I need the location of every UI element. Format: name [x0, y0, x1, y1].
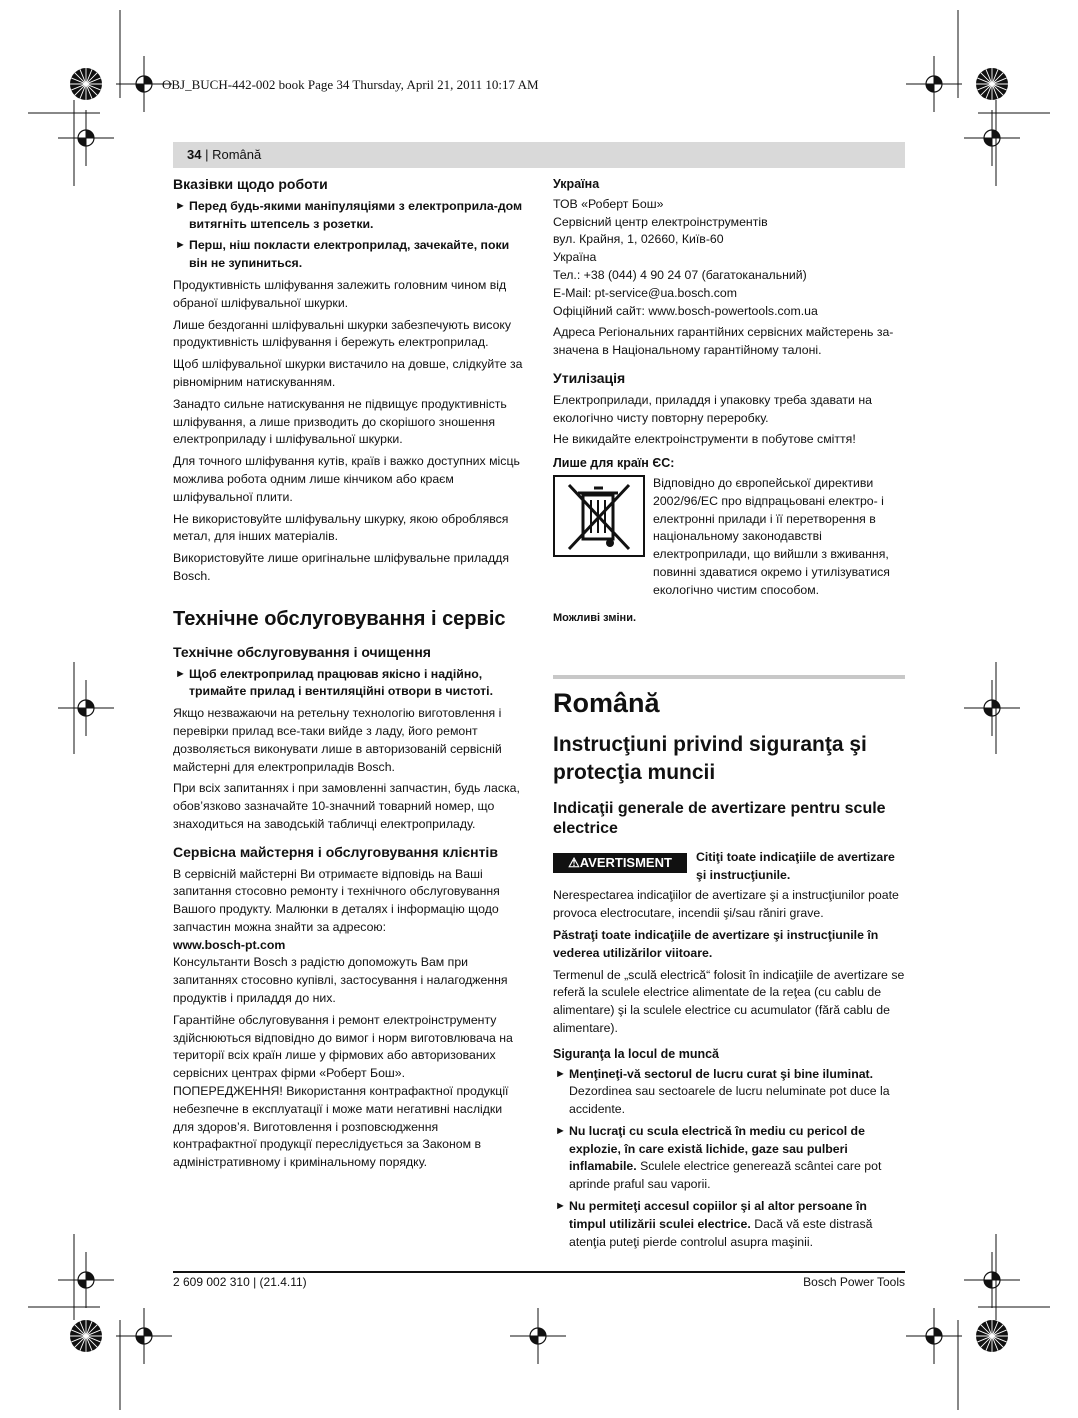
crossed-bin-icon — [553, 475, 645, 557]
paragraph: Використовуйте лише оригінальне шліфувальне приладдя Bosch. — [173, 551, 509, 583]
ro-subtitle: Indicaţii generale de avertizare pentru scule electrice — [553, 800, 886, 838]
service-title: Технічне обслуговування і сервіс — [173, 607, 506, 630]
paragraph: ПОПЕРЕДЖЕННЯ! Використання контрафактної продукції небезпечне в експлуатації і може мати негативні наслідки для здоров’я. Виготовлення і розповсюдження контрафактної продукції переслідується за Законом в адміністративному і кримінальному порядку. — [173, 1084, 509, 1170]
paragraph: В сервісній майстерні Ви отримаєте відповідь на Ваші запитання стосовно ремонту і технічного обслуговування Вашого продукту. Малюнки в деталях і інформацію щодо запчастин можна знайти за адресою: — [173, 866, 500, 934]
warning-badge: ⚠AVERTISMENT — [553, 853, 687, 873]
address-line: E-Mail: pt-service@ua.bosch.com — [553, 285, 738, 300]
footer-rule — [173, 1271, 905, 1273]
language-divider — [553, 675, 905, 679]
warning-row — [553, 849, 905, 885]
address-line: вул. Крайня, 1, 02660, Київ-60 — [553, 232, 724, 247]
language-title: Română — [553, 688, 660, 719]
paragraph: Занадто сильне натискування не підвищує продуктивність шліфування, а лише призводить до скорішого зношення електроприладу і шліфувальної шкурки. — [173, 396, 507, 447]
safety-bullet: ► Menţineţi-vă sectorul de lucru curat şi bine iluminat. Dezordinea sau sectoarele de lucru neluminate pot duce la accidente. — [555, 1066, 890, 1117]
disposal-title: Утилізація — [553, 369, 626, 386]
work-title: Вказівки щодо роботи — [173, 176, 328, 192]
paragraph: Якщо незважаючи на ретельну технологію виготовлення і перевірки прилад все-таки вийде з ладу, його ремонт дозволяється виконувати лише в авторизованій сервісній майстерні для електроприладів Bosch. — [173, 706, 502, 774]
eu-text: Відповідно до європейської директиви 2002/96/EC про відпрацьовані електро- і електронні прилади і її перетворення в національному законодавстві електроприлади, що вийшли з вживання, повинні здаватися окремо і утилізуватися екологічно чистим способом. — [653, 475, 890, 597]
regional-note: Адреса Регіональних гарантійних сервісних майстерень за-значена в Національному гарантійному талоні. — [553, 325, 894, 358]
warning-bold-text: Citiţi toate indicaţiile de avertizare şi instrucţiunile. — [696, 850, 895, 883]
cleaning-title: Технічне обслуговування і очищення — [173, 643, 431, 660]
work-bullet: ► Перед будь-якими маніпуляціями з електроприла-дом витягніть штепсель з розетки. — [175, 198, 523, 231]
workshop-url[interactable]: www.bosch-pt.com — [173, 937, 286, 952]
safety-bullet: ► Nu permiteţi accesul copiilor şi al altor persoane în timpul utilizării sculei electrice. Dacă vă este distrasă atenţia puteţi pierde controlul asupra maşinii. — [555, 1199, 873, 1249]
paragraph: Лише бездоганні шліфувальні шкурки забезпечують високу продуктивність шліфування і бережуть електроприлад. — [173, 317, 512, 350]
eu-title: Лише для країн ЄС: — [553, 456, 675, 471]
address-line: Офіційний сайт: www.bosch-powertools.com.ua — [553, 303, 818, 318]
weee-block — [553, 475, 905, 600]
right-column — [553, 176, 905, 1255]
address-line: Тел.: +38 (044) 4 90 24 07 (багатоканальний) — [553, 267, 807, 282]
paragraph: Електроприлади, приладдя і упаковку треба здавати на екологічно чисту повторну переробку. — [553, 392, 872, 425]
paragraph: Для точного шліфування кутів, країв і важко доступних місць можлива робота одним лише кінчиком або краєм шліфувальної плити. — [173, 454, 520, 504]
header-section: Română — [212, 147, 262, 162]
warning-icon: ⚠ — [568, 855, 580, 871]
cleaning-bullet: ► Щоб електроприлад працював якісно і надійно, тримайте прилад і вентиляційні отвори в чистоті. — [175, 666, 493, 699]
paragraph: Консультанти Bosch з радістю допоможуть Вам при запитаннях стосовно купівлі, застосування і налагодження продуктів і приладдя до них. — [173, 955, 508, 1006]
paragraph: Не викидайте електроінструменти в побутове сміття! — [553, 432, 856, 447]
address-line: Сервісний центр електроінструментів — [553, 214, 768, 229]
header-separator: | — [201, 147, 213, 162]
workshop-title: Сервісна майстерня і обслуговування клієнтів — [173, 843, 498, 860]
workplace-title: Siguranţa la locul de muncă — [553, 1046, 720, 1061]
paragraph: Не використовуйте шліфувальну шкурку, якою оброблявся метал, для інших матеріалів. — [173, 511, 509, 544]
work-bullet: ► Перш, ніш покласти електроприлад, зачекайте, поки він не зупиниться. — [175, 238, 510, 271]
ro-title: Instrucţiuni privind siguranţa şi protecţia muncii — [553, 733, 867, 785]
safety-bullet: ► Nu lucraţi cu scula electrică în mediu cu pericol de explozie, în care există lichide, gaze sau pulberi inflamabile. Sculele electrice generează scântei care pot aprinde praful sau vaporii. — [555, 1123, 882, 1192]
address-line: ТОВ «Роберт Бош» — [553, 196, 664, 211]
page-number: 34 — [187, 147, 202, 162]
keep-note: Păstraţi toate indicaţiile de avertizare şi instrucţiunile în vederea utilizărilor viitoare. — [553, 927, 879, 960]
paragraph: Щоб шліфувальної шкурки вистачило на довше, слідкуйте за рівномірним натискуванням. — [173, 357, 523, 389]
footer-doc-number: 2 609 002 310 | (21.4.11) — [173, 1275, 307, 1289]
left-column — [173, 176, 525, 1176]
address-line: Україна — [553, 250, 597, 265]
print-info: OBJ_BUCH-442-002 book Page 34 Thursday, April 21, 2011 10:17 AM — [162, 77, 539, 92]
paragraph: При всіх запитаннях і при замовленні запчастин, будь ласка, обов’язково зазначайте 10-значний товарний номер, що знаходиться на заводській табличці електроприладу. — [173, 781, 520, 831]
paragraph: Гарантійне обслуговування і ремонт електроінструменту здійснюються відповідно до вимог і норм виготовлювача на території всіх країн лише у фірмових або авторизованих сервісних центрах фірми «Роберт Бош». — [173, 1012, 513, 1081]
subject-to-change: Можливі зміни. — [553, 611, 637, 624]
country-title: Україна — [553, 177, 600, 191]
page-header — [173, 142, 905, 168]
paragraph: Продуктивність шліфування залежить головним чином від обраної шліфувальної шкурки. — [173, 277, 507, 310]
term-note: Termenul de „sculă electrică“ folosit în indicaţiile de avertizare se referă la sculele electrice alimentate de la reţea (cu cablu de alimentare) şi la sculele electrice cu acumulator (fără cablu de alimentare). — [553, 967, 905, 1035]
warning-text: Nerespectarea indicaţiilor de avertizare şi a instrucţiunilor poate provoca electrocutare, incendii şi/sau răniri grave. — [553, 888, 899, 921]
footer-brand: Bosch Power Tools — [803, 1275, 905, 1289]
